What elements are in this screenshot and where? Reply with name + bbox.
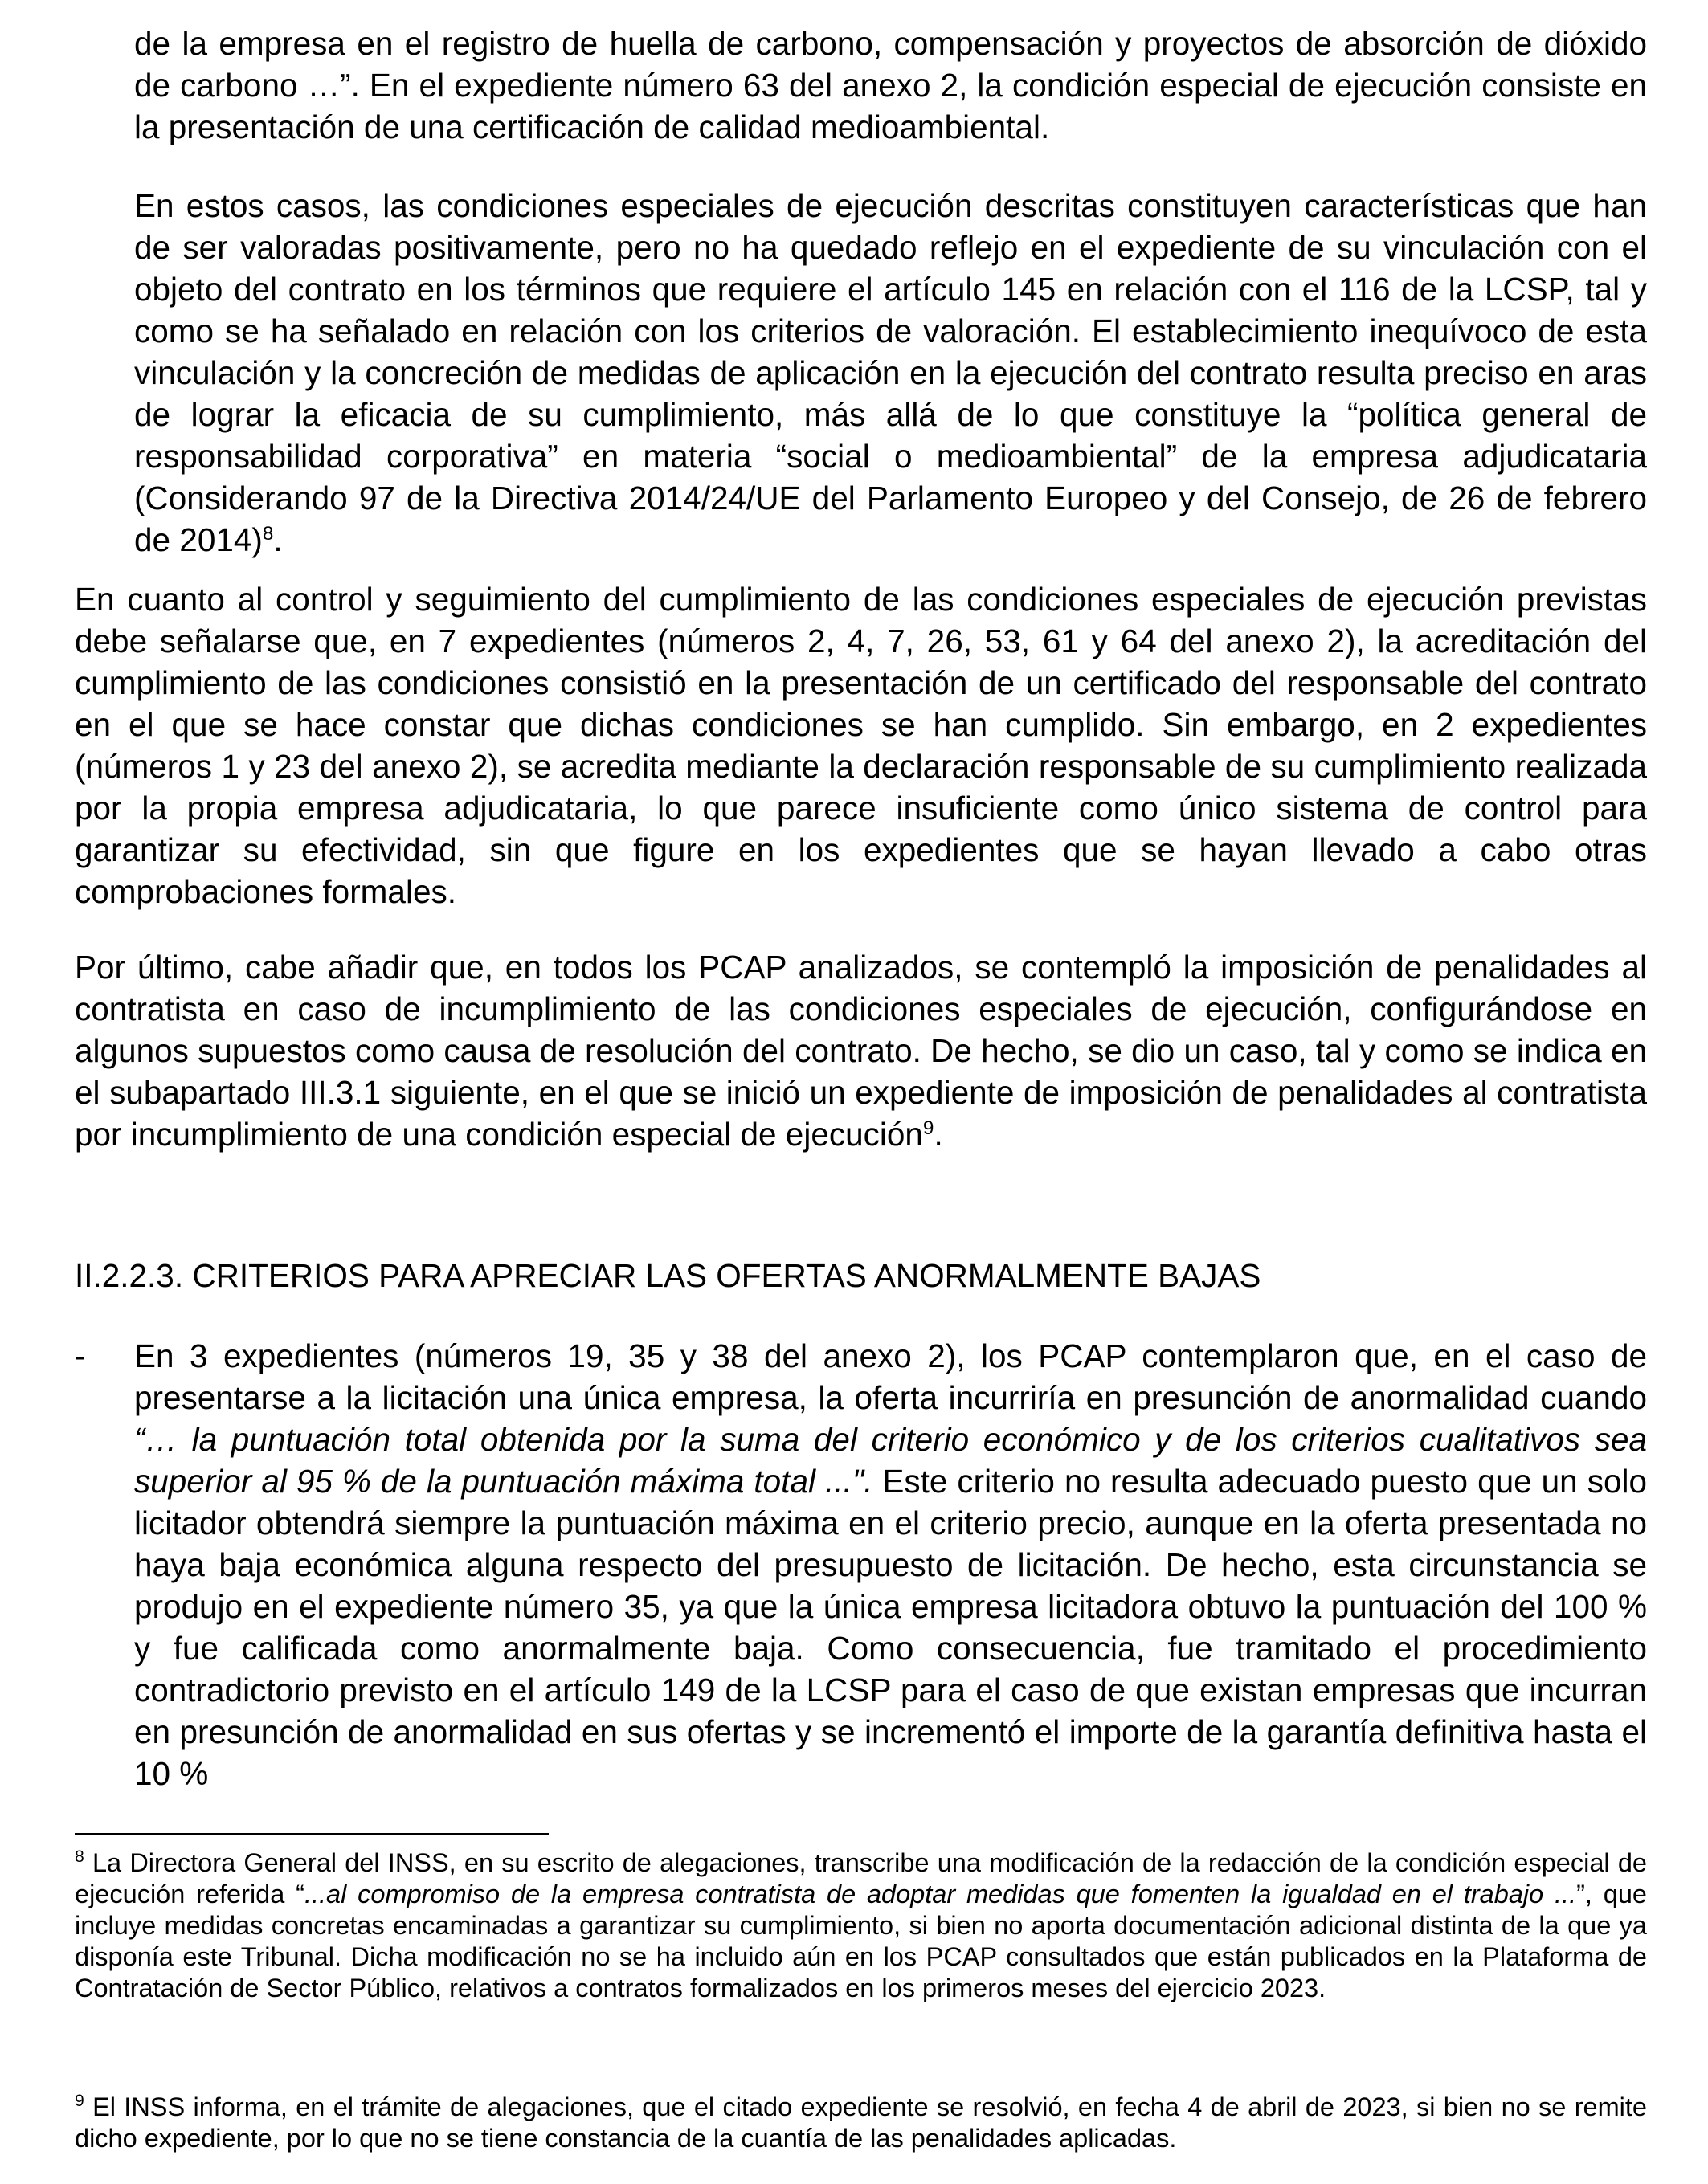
footnote-9: [75, 2092, 1647, 2154]
paragraph-2: [134, 185, 1647, 561]
paragraph-1: [134, 22, 1647, 148]
footnote-8-number: 8: [75, 1847, 84, 1867]
paragraph-3-text: En cuanto al control y seguimiento del cumplimiento de las condiciones especiales de ejecución previstas debe señalarse que, en 7 expedientes (números 2, 4, 7, 26, 53, 61 y 64 del anexo 2), la acreditación del cumplimiento de las condiciones consistió en la presentación de un certificado del responsable del contrato en el que se hace constar que dichas condiciones se han cumplido. Sin embargo, en 2 expedientes (números 1 y 23 del anexo 2), se acredita mediante la declaración responsable de su cumplimiento realizada por la propia empresa adjudicataria, lo que parece insuficiente como único sistema de control para garantizar su efectividad, sin que figure en los expedientes que se hayan llevado a cabo otras comprobaciones formales.: [75, 581, 1647, 910]
paragraph-2-end: .: [273, 521, 283, 558]
paragraph-4-end: .: [934, 1116, 943, 1153]
footnote-9-number: 9: [75, 2092, 84, 2111]
footnote-separator: [75, 1833, 549, 1835]
bullet-marker: -: [75, 1337, 86, 1374]
paragraph-4-text: Por último, cabe añadir que, en todos los PCAP analizados, se contempló la imposición de penalidades al contratista en caso de incumplimiento de las condiciones especiales de ejecución, configurándose en algunos supuestos como causa de resolución del contrato. De hecho, se dio un caso, tal y como se indica en el subapartado III.3.1 siguiente, en el que se inició un expediente de imposición de penalidades al contratista por incumplimiento de una condición especial de ejecución: [75, 949, 1647, 1153]
bullet-text-end: Este criterio no resulta adecuado puesto que un solo licitador obtendrá siempre la puntuación máxima en el criterio precio, aunque en la oferta presentada no haya baja económica alguna respecto del presupuesto de licitación. De hecho, esta circunstancia se produjo en el expediente número 35, ya que la única empresa licitadora obtuvo la puntuación del 100 % y fue calificada como anormalmente baja. Como consecuencia, fue tramitado el procedimiento contradictorio previsto en el artículo 149 de la LCSP para el caso de que existan empresas que incurran en presunción de anormalidad en sus ofertas y se incrementó el importe de la garantía definitiva hasta el 10 %: [134, 1463, 1647, 1792]
paragraph-1-text: de la empresa en el registro de huella de carbono, compensación y proyectos de absorción de dióxido de carbono …”. En el expediente número 63 del anexo 2, la condición especial de ejecución consiste en la presentación de una certificación de calidad medioambiental.: [134, 25, 1647, 145]
footnote-8-quote: ...al compromiso de la empresa contratista de adoptar medidas que fomenten la igualdad en el trabajo ...: [304, 1880, 1577, 1908]
bullet-paragraph: [134, 1335, 1647, 1794]
paragraph-2-text: En estos casos, las condiciones especiales de ejecución descritas constituyen características que han de ser valoradas positivamente, pero no ha quedado reflejo en el expediente de su vinculación con el objeto del contrato en los términos que requiere el artículo 145 en relación con el 116 de la LCSP, tal y como se ha señalado en relación con los criterios de valoración. El establecimiento inequívoco de esta vinculación y la concreción de medidas de aplicación en la ejecución del contrato resulta preciso en aras de lograr la eficacia de su cumplimiento, más allá de lo que constituye la “política general de responsabilidad corporativa” en materia “social o medioambiental” de la empresa adjudicataria (Considerando 97 de la Directiva 2014/24/UE del Parlamento Europeo y del Consejo, de 26 de febrero de 2014): [134, 187, 1647, 558]
footnote-ref-9[interactable]: 9: [922, 1116, 934, 1139]
bullet-text-start: En 3 expedientes (números 19, 35 y 38 del anexo 2), los PCAP contemplaron que, en el caso de presentarse a la licitación una única empresa, la oferta incurriría en presunción de anormalidad cuando: [134, 1337, 1647, 1416]
section-heading: II.2.2.3. CRITERIOS PARA APRECIAR LAS OFERTAS ANORMALMENTE BAJAS: [75, 1257, 1261, 1294]
bullet-quote: “… la puntuación total obtenida por la suma del criterio económico y de los criterios cualitativos sea superior al 95 % de la puntuación máxima total ...".: [134, 1421, 1647, 1500]
footnote-8: [75, 1847, 1647, 2004]
footnote-9-text: El INSS informa, en el trámite de alegaciones, que el citado expediente se resolvió, en fecha 4 de abril de 2023, si bien no se remite dicho expediente, por lo que no se tiene constancia de la cuantía de las penalidades aplicadas.: [75, 2092, 1647, 2153]
footnote-8-text-start: La Directora General del INSS, en su escrito de alegaciones, transcribe una modificación de la redacción de la condición especial de ejecución referida “: [75, 1848, 1647, 1908]
paragraph-4: [75, 946, 1647, 1155]
footnote-8-text-end: ”, que incluye medidas concretas encaminadas a garantizar su cumplimiento, si bien no aporta documentación adicional distinta de la que ya disponía este Tribunal. Dicha modificación no se ha incluido aún en los PCAP consultados que están publicados en la Plataforma de Contratación de Sector Público, relativos a contratos formalizados en los primeros meses del ejercicio 2023.: [75, 1880, 1647, 2002]
paragraph-3: [75, 578, 1647, 912]
footnote-ref-8[interactable]: 8: [262, 522, 274, 545]
